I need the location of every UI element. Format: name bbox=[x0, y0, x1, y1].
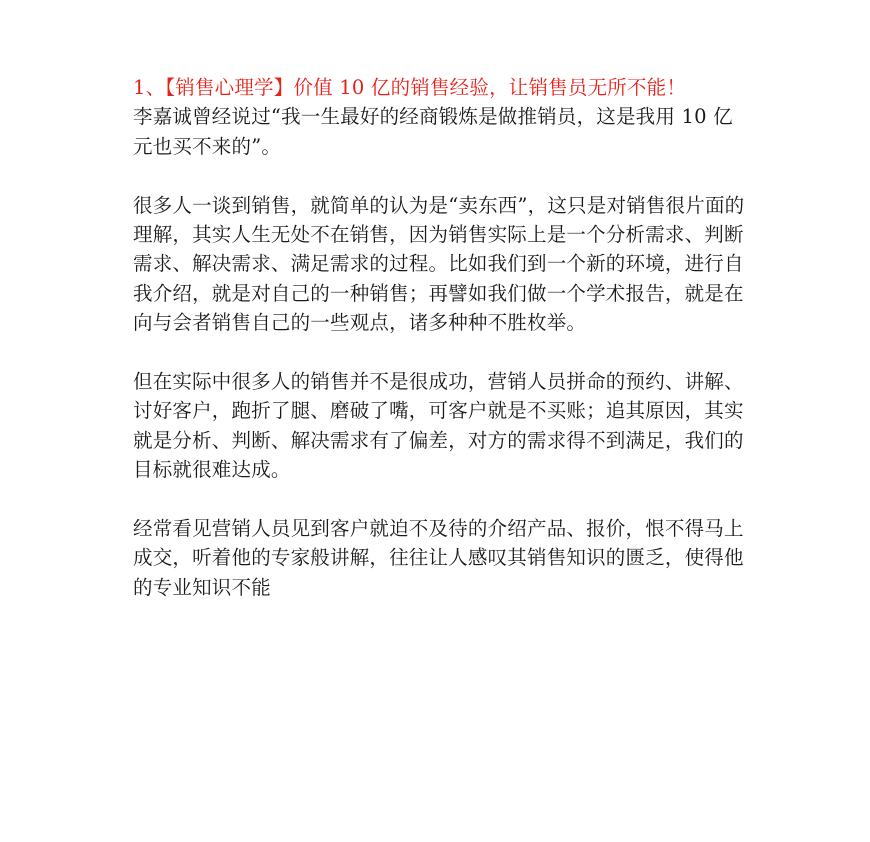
paragraph-quote: 李嘉诚曾经说过“我一生最好的经商锻炼是做推销员，这是我用 10 亿元也买不来的”。 bbox=[133, 105, 733, 158]
paragraph-sales-definition: 很多人一谈到销售，就简单的认为是“卖东西”，这只是对销售很片面的理解，其实人生无处不在销售，因为销售实际上是一个分析需求、判断需求、解决需求、满足需求的过程。比如我们到一个新的环境，进行自我介绍，就是对自己的一种销售；再譬如我们做一个学术报告，就是在向与会者销售自己的一些观点，诸多种种不胜枚举。 bbox=[133, 193, 745, 335]
article-body bbox=[133, 73, 745, 602]
article-heading: 1、【销售心理学】价值 10 亿的销售经验，让销售员无所不能！ bbox=[133, 76, 687, 99]
paragraph-spacer bbox=[133, 338, 745, 367]
paragraph-salespeople: 经常看见营销人员见到客户就迫不及待的介绍产品、报价，恨不得马上成交，听着他的专家般讲解，往往让人感叹其销售知识的匮乏，使得他的专业知识不能 bbox=[133, 517, 744, 599]
paragraph-spacer bbox=[133, 161, 745, 190]
paragraph-sales-failure: 但在实际中很多人的销售并不是很成功，营销人员拼命的预约、讲解、讨好客户，跑折了腿、磨破了嘴，可客户就是不买账；追其原因，其实就是分析、判断、解决需求有了偏差，对方的需求得不到满足，我们的目标就很难达成。 bbox=[133, 370, 744, 482]
paragraph-spacer bbox=[133, 485, 745, 514]
